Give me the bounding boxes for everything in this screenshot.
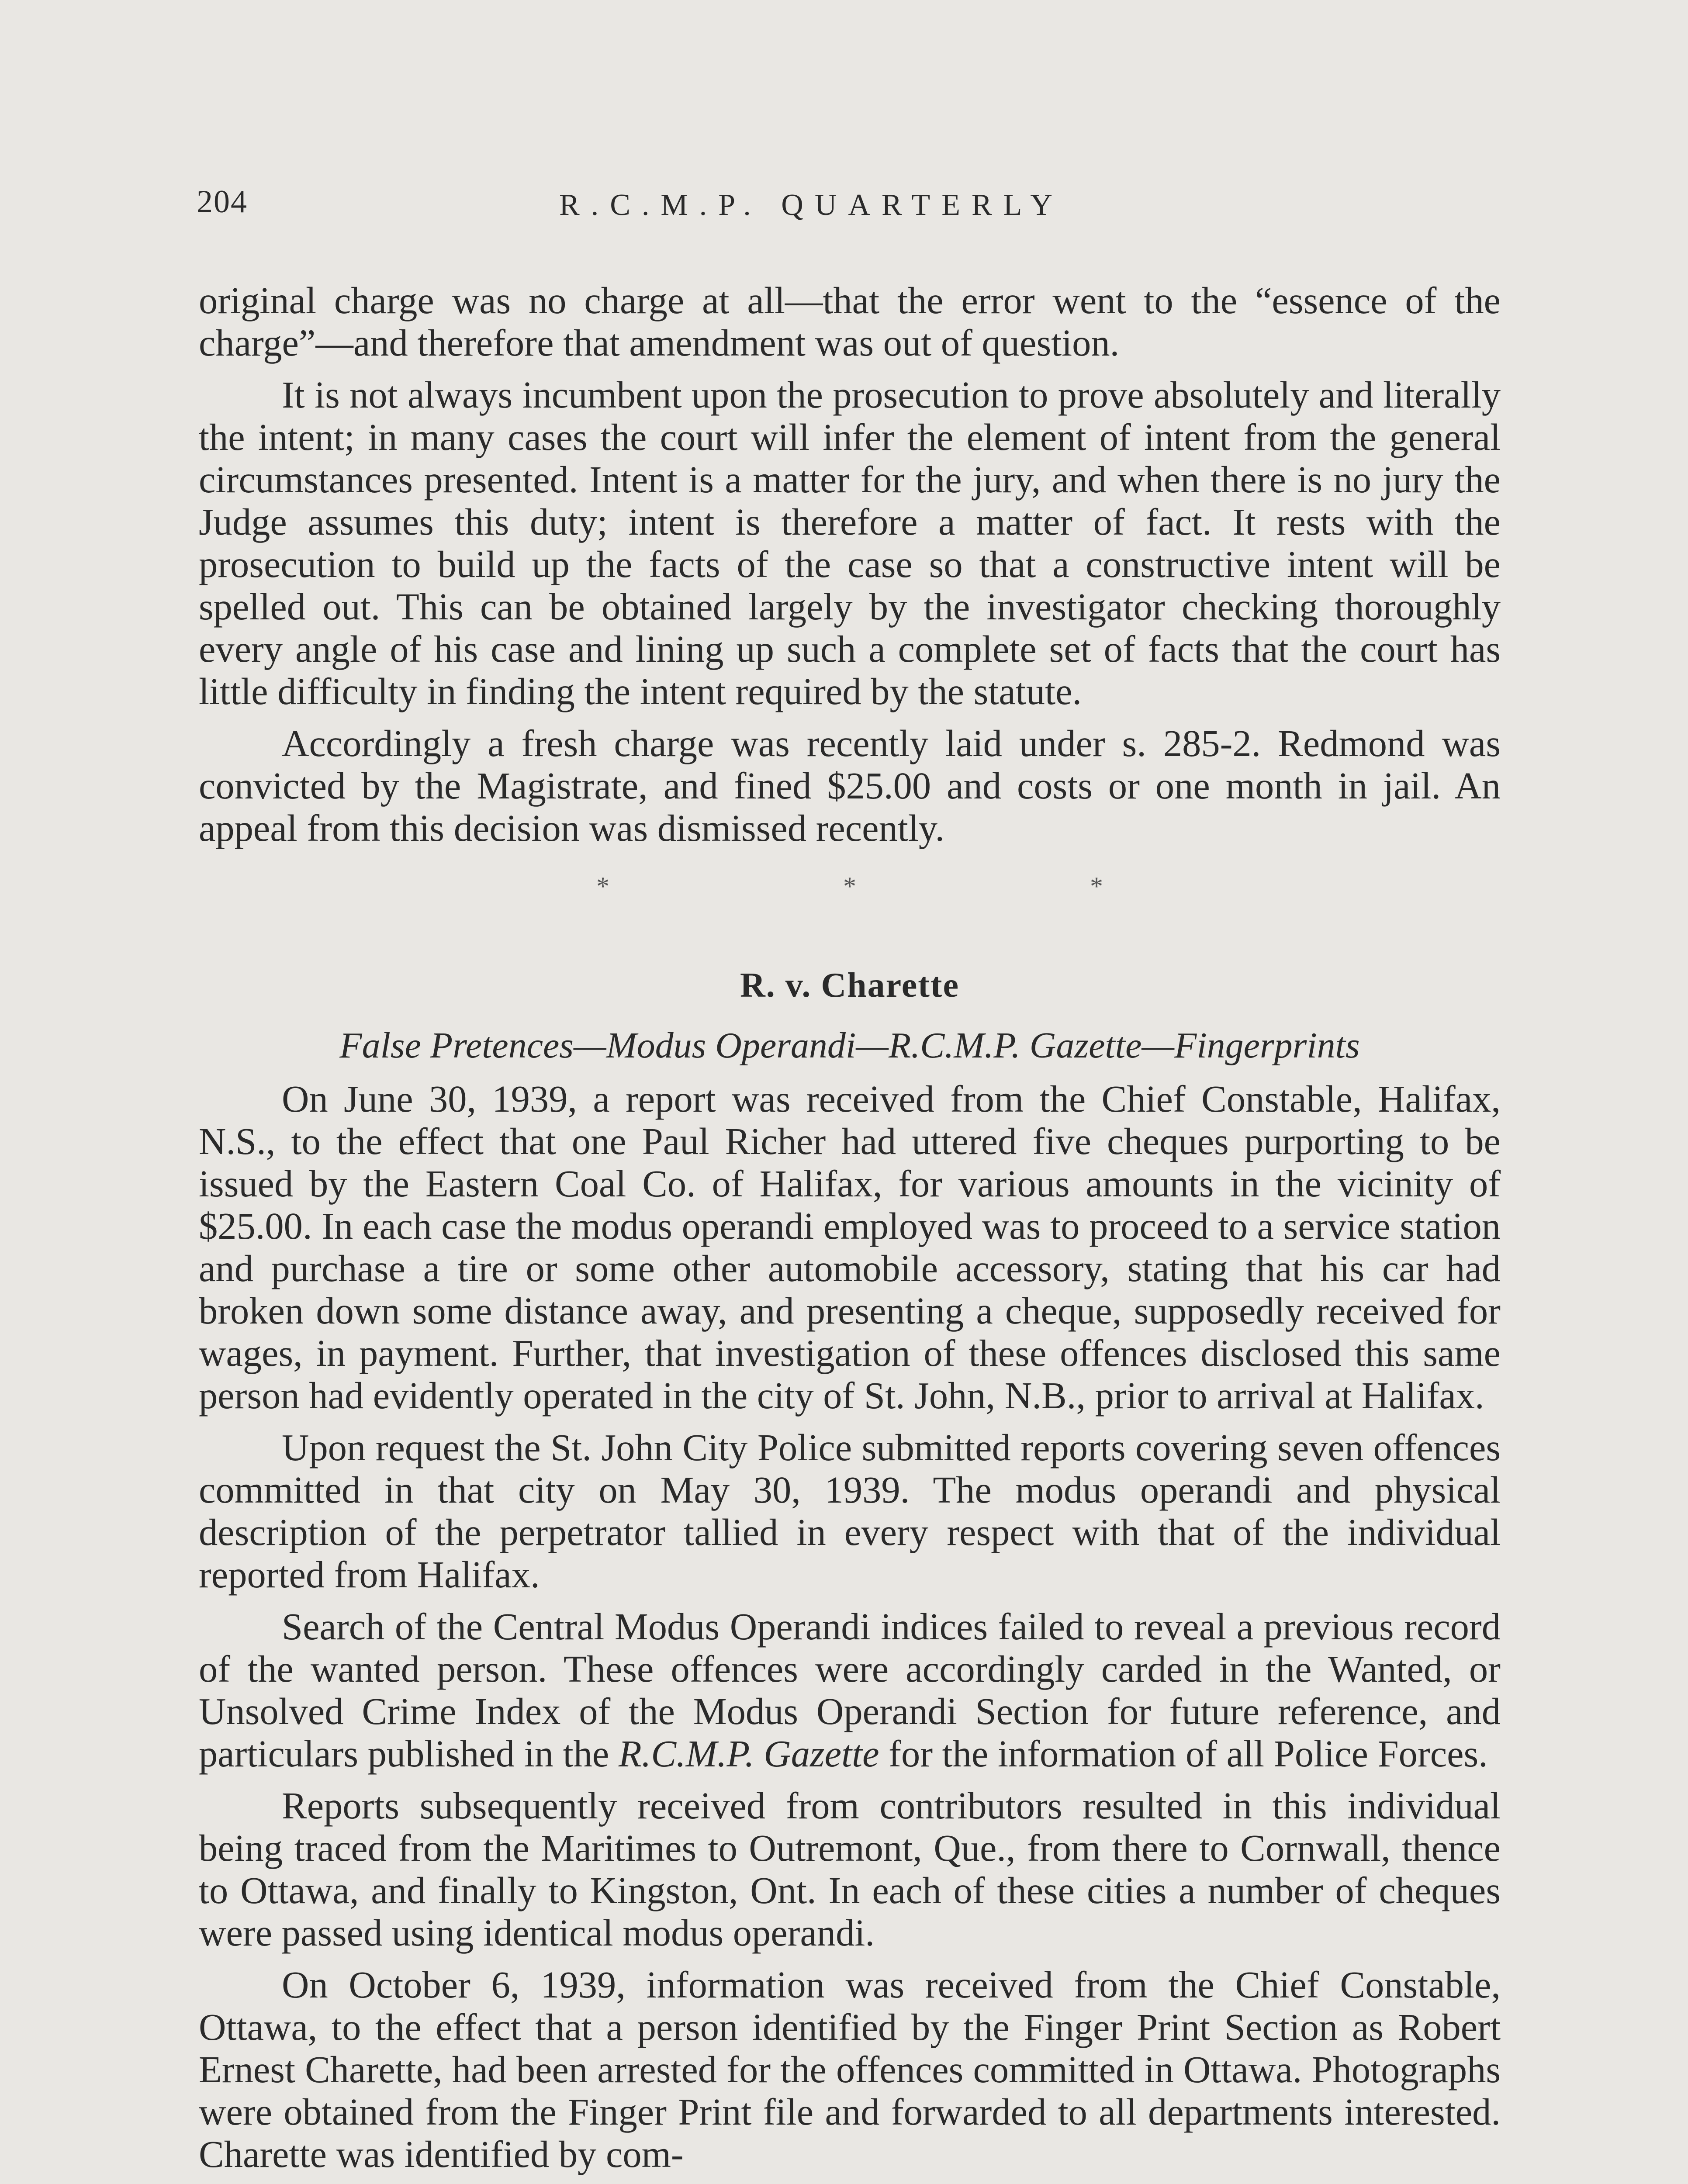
section-separator: * * * [596, 872, 1217, 901]
paragraph: Upon request the St. John City Police submitted reports covering seven offences committed in that city on May 30, 1939. The modus operandi and physical description of the perpetrator tallied in every respect with that of the individual reported from Halifax. [199, 1427, 1501, 1596]
paragraph: Accordingly a fresh charge was recently laid under s. 285-2. Redmond was convicted by the Magistrate, and fined $25.00 and costs or one month in jail. An appeal from this decision was dismissed recently. [199, 722, 1501, 849]
paragraph: It is not always incumbent upon the prosecution to prove absolutely and literally the intent; in many cases the court will infer the element of intent from the general circumstances presented. Intent is a matter for the jury, and when there is no jury the Judge assumes this duty; intent is therefore a matter of fact. It rests with the prosecution to build up the facts of the case so that a constructive intent will be spelled out. This can be obtained largely by the investigator checking thoroughly every angle of his case and lining up such a complete set of facts that the court has little difficulty in finding the intent required by the statute. [199, 374, 1501, 712]
paragraph-text: for the information of all Police Forces. [879, 1733, 1488, 1775]
page-header [197, 183, 1507, 236]
case-subtitle: False Pretences—Modus Operandi—R.C.M.P. Gazette—Fingerprints [339, 1025, 1360, 1066]
running-head: R.C.M.P. QUARTERLY [559, 188, 1064, 222]
paragraph: On June 30, 1939, a report was received from the Chief Constable, Halifax, N.S., to the effect that one Paul Richer had uttered five cheques purporting to be issued by the Eastern Coal Co. of Halifax, for various amounts in the vicinity of $25.00. In each case the modus operandi employed was to proceed to a service station and purchase a tire or some other automobile accessory, stating that his car had broken down some distance away, and presenting a cheque, supposedly received for wages, in payment. Further, that investigation of these offences disclosed this same person had evidently operated in the city of St. John, N.B., prior to arrival at Halifax. [199, 1078, 1501, 1417]
paragraph: Reports subsequently received from contributors resulted in this individual being traced from the Maritimes to Outremont, Que., from there to Cornwall, thence to Ottawa, and finally to Kingston, Ont. In each of these cities a number of cheques were passed using identical modus operandi. [199, 1785, 1501, 1954]
case-title: R. v. Charette [740, 966, 959, 1005]
paragraph [199, 1606, 1501, 1775]
paragraph: On October 6, 1939, information was received from the Chief Constable, Ottawa, to the effect that a person identified by the Finger Print Section as Robert Ernest Charette, had been arrested for the offences committed in Ottawa. Photographs were obtained from the Finger Print file and forwarded to all departments interested. Charette was identified by com- [199, 1964, 1501, 2175]
paragraph: original charge was no charge at all—that the error went to the “essence of the charge”—and therefore that amendment was out of question. [199, 280, 1501, 364]
gazette-title: R.C.M.P. Gazette [618, 1733, 879, 1775]
paragraph-text: Search of the Central Modus Operandi indices failed to reveal a previous record of the wanted person. These offences were accordingly carded in the Wanted, or Unsolved Crime Index of the Modus Operandi Section for future reference, and particulars published in the [199, 1606, 1501, 1775]
page-number: 204 [197, 184, 248, 220]
body-text [199, 280, 1501, 2184]
